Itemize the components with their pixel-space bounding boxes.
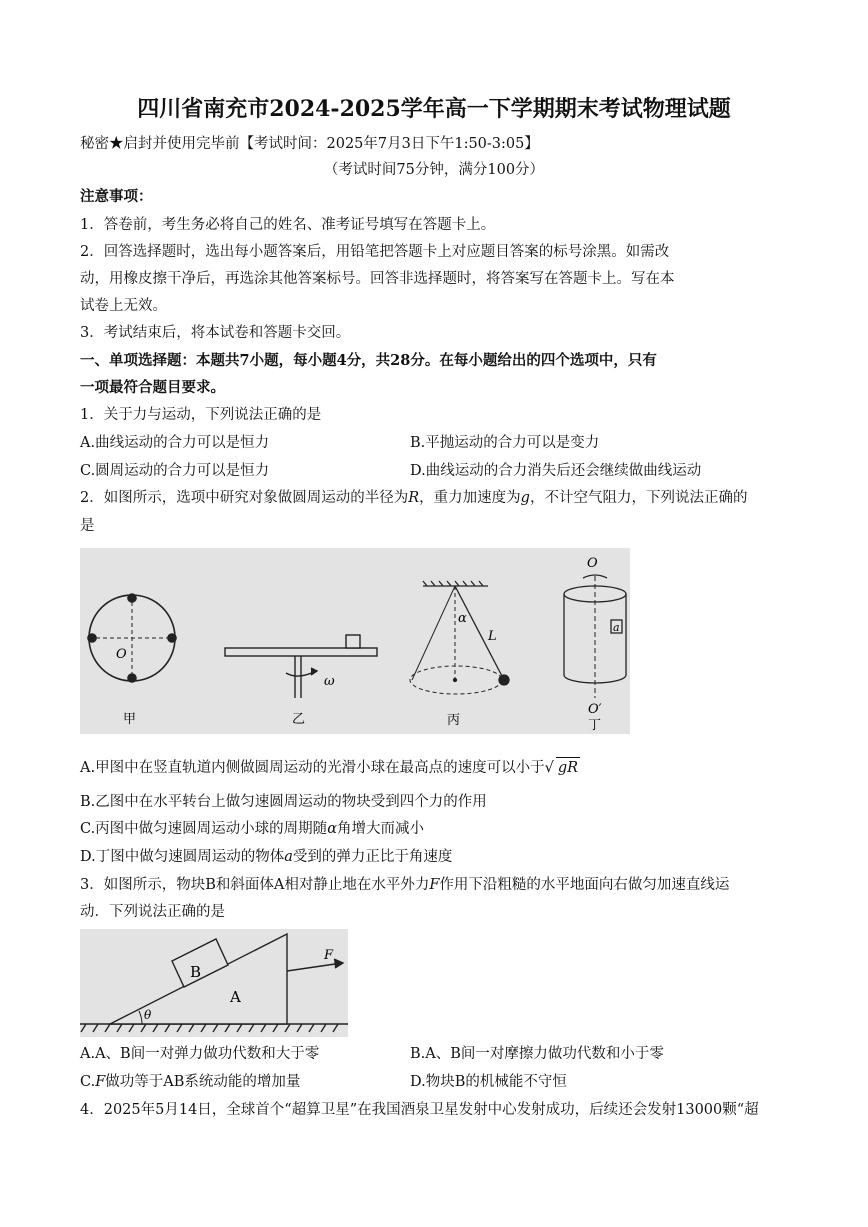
notice-item-2-line2: 动，用橡皮擦干净后，再选涂其他答案标号。回答非选择题时，将答案写在答题卡上。写在本 [80, 271, 675, 287]
notice-item-3: 3．考试结束后，将本试卷和答题卡交回。 [80, 325, 351, 341]
incline-drawing [80, 934, 348, 1032]
q3-option-d: D.物块B的机械能不守恒 [410, 1074, 567, 1090]
q3-stem-line1: 3．如图所示，物块B和斜面体A相对静止地在水平外力F作用下沿粗糙的水平地面向右做匀加速直线运 [80, 877, 730, 893]
notice-item-2-line3: 试卷上无效。 [80, 298, 167, 314]
q3-figure [80, 929, 348, 1037]
q3-figure-drawing [80, 929, 348, 1037]
q2-option-d: D.丁图中做匀速圆周运动的物体a受到的弹力正比于角速度 [80, 849, 453, 865]
q3-stem-line2: 动．下列说法正确的是 [80, 904, 225, 920]
fig-label-jia: 甲 [123, 712, 137, 727]
q1-option-a: A.曲线运动的合力可以是恒力 [80, 435, 270, 451]
q2-option-c: C.丙图中做匀速圆周运动小球的周期随α角增大而减小 [80, 821, 424, 837]
q1-option-c: C.圆周运动的合力可以是恒力 [80, 463, 270, 479]
page-title: 四川省南充市2024-2025学年高一下学期期末考试物理试题 [137, 96, 731, 122]
fig-incline-A: A [230, 988, 241, 1006]
figure-jia [88, 594, 176, 682]
q1-option-b: B.平抛运动的合力可以是变力 [410, 435, 600, 451]
fig-bing-L: L [488, 629, 497, 644]
fig-label-yi: 乙 [292, 712, 306, 727]
sqrt-symbol: √ [544, 760, 554, 776]
q2-figure-drawing [80, 548, 630, 734]
q3-option-b: B.A、B间一对摩擦力做功代数和小于零 [410, 1046, 664, 1062]
fig-yi-omega: ω [324, 674, 335, 689]
q2-stem-line2: 是 [80, 518, 95, 534]
q1-option-d: D.曲线运动的合力消失后还会继续做曲线运动 [410, 463, 702, 479]
fig-angle-theta: θ [144, 1008, 152, 1022]
q2-figure [80, 548, 630, 734]
fig-bing-alpha: α [458, 611, 467, 626]
q3-option-c: C.F做功等于AB系统动能的增加量 [80, 1074, 301, 1090]
figure-yi [225, 635, 377, 698]
q1-stem: 1．关于力与运动，下列说法正确的是 [80, 407, 322, 423]
fig-ding-a: a [613, 621, 620, 634]
exam-info: （考试时间75分钟，满分100分） [323, 162, 545, 178]
q2-stem-line1: 2．如图所示，选项中研究对象做圆周运动的半径为R，重力加速度为g，不计空气阻力，下列说法正确的 [80, 490, 748, 506]
section1-heading-line1: 一、单项选择题：本题共7小题，每小题4分，共28分。在每小题给出的四个选项中，只有 [80, 352, 657, 369]
q3-option-a: A.A、B间一对弹力做功代数和大于零 [80, 1046, 320, 1062]
var-R: R [408, 490, 420, 506]
fig-block-B: B [190, 963, 202, 981]
fig-label-bing: 丙 [447, 713, 461, 728]
notice-item-2-line1: 2．回答选择题时，选出每小题答案后，用铅笔把答题卡上对应题目答案的标号涂黑。如需改 [80, 244, 670, 260]
q2-option-b: B.乙图中在水平转台上做匀速圆周运动的物块受到四个力的作用 [80, 794, 487, 810]
section1-heading-line2: 一项最符合题目要求。 [80, 379, 225, 396]
fig-ding-O: O [587, 556, 598, 571]
fig-ding-O-prime: O′ [588, 702, 602, 717]
notice-item-1: 1．答卷前，考生务必将自己的姓名、准考证号填写在答题卡上。 [80, 217, 496, 233]
q2-option-a: A.甲图中在竖直轨道内侧做圆周运动的光滑小球在最高点的速度可以小于√ gR [80, 757, 580, 778]
secret-line: 秘密★启封并使用完毕前【考试时间：2025年7月3日下午1:50-3:05】 [80, 136, 539, 152]
notice-heading: 注意事项： [80, 188, 153, 205]
sqrt-gR: gR [556, 757, 580, 778]
fig-jia-O: O [116, 647, 127, 662]
fig-label-ding: 丁 [588, 718, 602, 733]
var-g: g [520, 490, 530, 506]
figure-ding [564, 575, 626, 698]
q4-stem-line1: 4．2025年5月14日，全球首个“超算卫星”在我国酒泉卫星发射中心发射成功，后续还会发射13000颗“超 [80, 1102, 759, 1118]
fig-force-F: F [324, 948, 334, 963]
